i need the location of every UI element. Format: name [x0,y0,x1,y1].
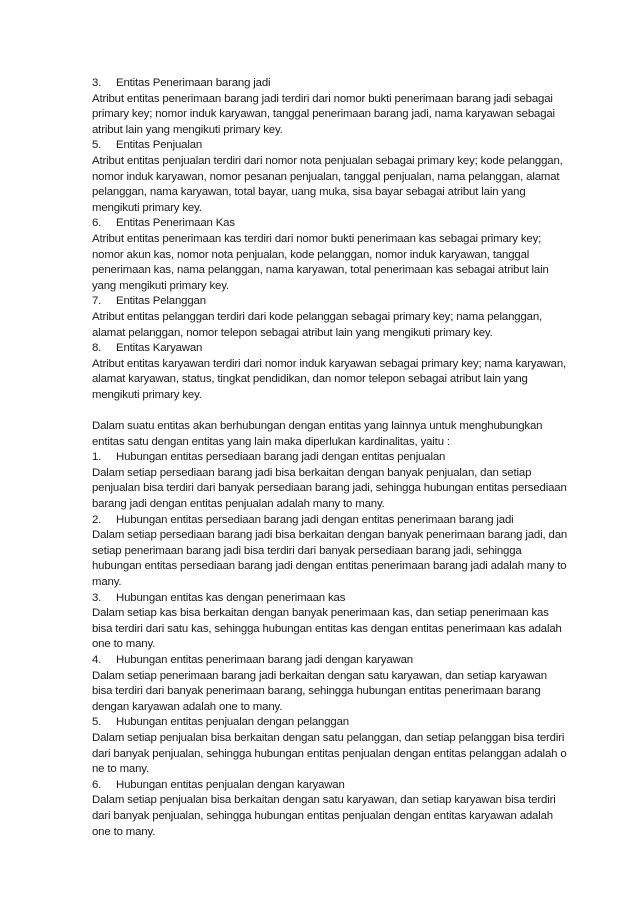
relation-title: Hubungan entitas kas dengan penerimaan kas [116,591,346,604]
entity-title: Entitas Karyawan [116,342,203,355]
document-page [92,76,570,840]
entity-description: Atribut entitas penerimaan kas terdiri dari nomor bukti penerimaan kas sebagai primary key; nomor akun kas, nomor nota penjualan, kode pelanggan, nomor induk karyawan, tanggal penerimaan kas, nama pelanggan, nama karyawan, total penerimaan kas sebagai atribut lain yang mengikuti primary key. [92,232,549,292]
relation-description: Dalam setiap kas bisa berkaitan dengan banyak penerimaan kas, dan setiap penerimaan kas bisa terdiri dari satu kas, sehingga hubungan entitas kas dengan entitas penerimaan kas adalah one to many. [92,607,562,651]
entity-number: 7. [92,295,102,308]
relation-title: Hubungan entitas persediaan barang jadi dengan entitas penerimaan barang jadi [116,513,514,526]
relation-heading-3 [92,591,570,607]
entity-title: Entitas Pelanggan [116,295,206,308]
relation-description: Dalam setiap penjualan bisa berkaitan dengan satu karyawan, dan setiap karyawan bisa terdiri dari banyak penjualan, sehingga hubungan entitas penjualan dengan entitas karyawan adalah one to many. [92,794,556,838]
entity-description: Atribut entitas penjualan terdiri dari nomor nota penjualan sebagai primary key; kode pelanggan, nomor induk karyawan, nomor pesanan penjualan, tanggal penjualan, nama pelanggan, alamat pelanggan, nama karyawan, total bayar, uang muka, sisa bayar sebagai atribut lain yang mengikuti primary key. [92,154,563,214]
entity-heading-7 [92,294,570,310]
entity-number: 5. [92,139,102,152]
relation-title: Hubungan entitas persediaan barang jadi dengan entitas penjualan [116,451,446,464]
relation-heading-4 [92,653,570,669]
relation-number: 3. [92,591,102,604]
entity-number: 8. [92,342,102,355]
relation-title: Hubungan entitas penjualan dengan pelanggan [116,716,349,729]
entity-number: 6. [92,217,102,230]
entity-heading-3 [92,76,570,92]
relation-description: Dalam setiap persediaan barang jadi bisa berkaitan dengan banyak penerimaan barang jadi, dan setiap penerimaan barang jadi bisa terdiri dari banyak persediaan barang jadi, sehingga hubungan entitas persediaan barang jadi dengan entitas penerimaan barang jadi adalah many to many. [92,529,568,588]
entity-description: Atribut entitas pelanggan terdiri dari kode pelanggan sebagai primary key; nama pelanggan, alamat pelanggan, nomor telepon sebagai atribut lain yang mengikuti primary key. [92,310,543,339]
relation-number: 1. [92,451,102,464]
entity-number: 3. [92,77,102,89]
relation-number: 5. [92,716,102,729]
relation-heading-6 [92,778,570,794]
relation-title: Hubungan entitas penjualan dengan karyawan [116,778,345,791]
relation-description: Dalam setiap penerimaan barang jadi berkaitan dengan satu karyawan, dan setiap karyawan bisa terdiri dari banyak penerimaan barang, sehingga hubungan entitas penerimaan barang dengan karyawan adalah one to many. [92,669,547,713]
relation-number: 4. [92,653,102,666]
relation-title: Hubungan entitas penerimaan barang jadi dengan karyawan [116,653,413,666]
relation-number: 6. [92,778,102,791]
entity-description: Atribut entitas penerimaan barang jadi terdiri dari nomor bukti penerimaan barang jadi sebagai primary key; nomor induk karyawan, tanggal penerimaan barang jadi, nama karyawan sebagai atribut lain yang mengikuti primary key. [92,92,555,136]
entity-section [92,76,570,403]
entity-description: Atribut entitas karyawan terdiri dari nomor induk karyawan sebagai primary key; nama karyawan, alamat karyawan, status, tingkat pendidikan, dan nomor telepon sebagai atribut lain yang mengikuti primary key. [92,357,567,401]
relation-number: 2. [92,513,102,526]
relation-heading-2 [92,513,570,529]
entity-heading-5 [92,138,570,154]
entity-title: Entitas Penerimaan barang jadi [116,77,271,89]
relation-heading-1 [92,450,570,466]
entity-title: Entitas Penerimaan Kas [116,217,235,230]
relation-description: Dalam setiap persediaan barang jadi bisa berkaitan dengan banyak penjualan, dan setiap penjualan bisa terdiri dari banyak persediaan barang jadi, sehingga hubungan entitas persediaan barang jadi dengan entitas penjualan adalah many to many. [92,466,567,511]
relation-section [92,450,570,840]
relation-heading-5 [92,715,570,731]
blank-line [92,403,570,419]
entity-title: Entitas Penjualan [116,139,203,152]
entity-heading-8 [92,341,570,357]
cardinality-intro: Dalam suatu entitas akan berhubungan dengan entitas yang lainnya untuk menghubungkan entitas satu dengan entitas yang lain maka diperlukan kardinalitas, yaitu : [92,420,543,448]
relation-description: Dalam setiap penjualan bisa berkaitan dengan satu pelanggan, dan setiap pelanggan bisa terdiri dari banyak penjualan, sehingga hubungan entitas penjualan dengan entitas pelanggan adalah o ne to many. [92,731,567,776]
entity-heading-6 [92,216,570,232]
